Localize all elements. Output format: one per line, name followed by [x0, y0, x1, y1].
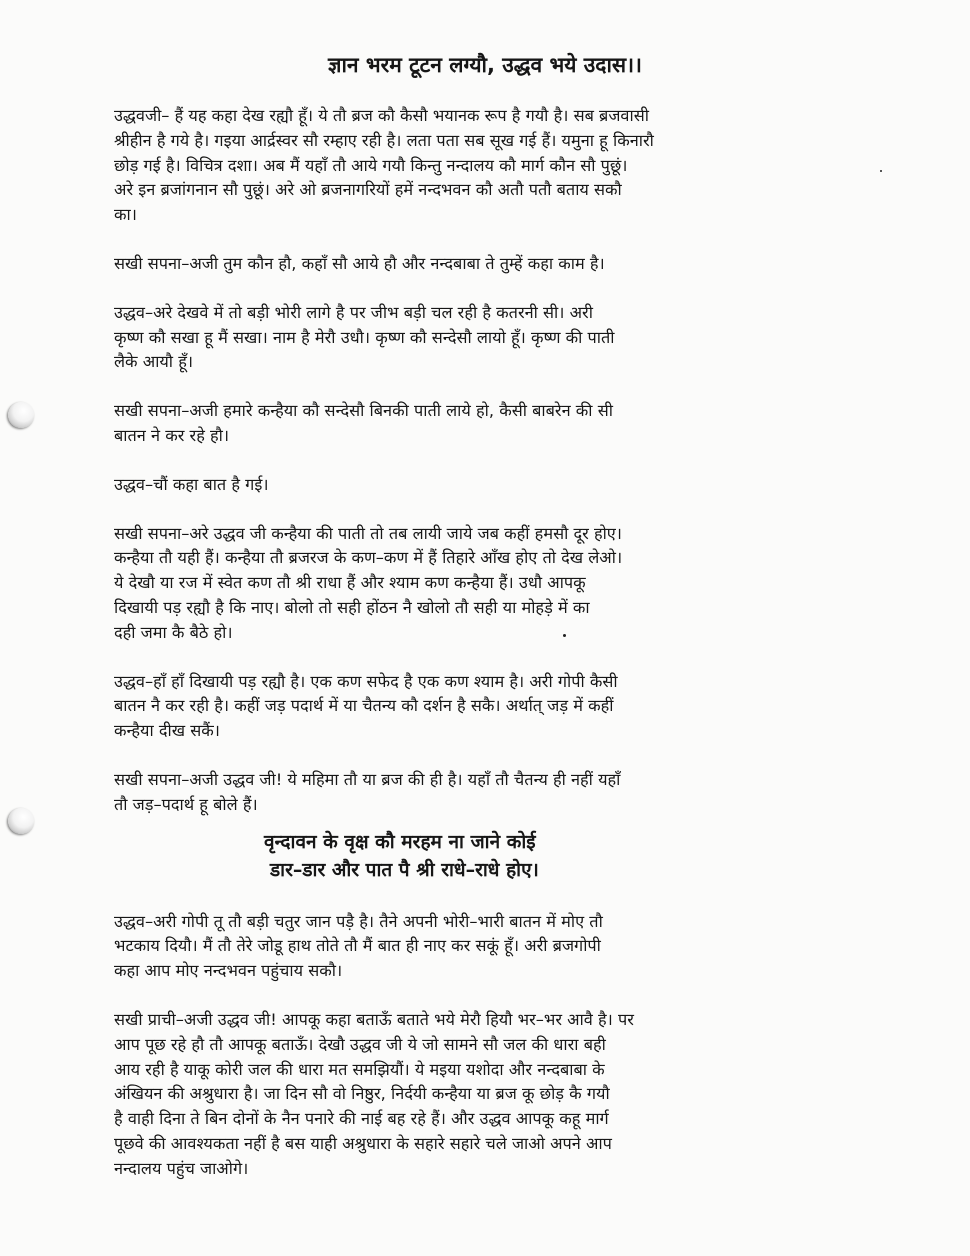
dialogue-body — [114, 104, 866, 1206]
text-line: उद्धव–अरे देखवे में तो बड़ी भोरी लागे है पर जीभ बड़ी चल रही है कतरनी सी। अरी — [114, 302, 593, 322]
text-line: बातन नै कर रही है। कहीं जड़ पदार्थ में या चैतन्य कौ दर्शन है सकै। अर्थात् जड़ में कहीं — [114, 696, 614, 716]
dialogue-paragraph — [114, 1008, 866, 1182]
text-line: नन्दालय पहुंच जाओगे। — [114, 1158, 249, 1178]
dialogue-paragraph — [114, 104, 866, 228]
text-line: उद्धव–अरी गोपी तू तौ बड़ी चतुर जान पड़ै है। तैने अपनी भोरी–भारी बातन में मोए तौ — [114, 911, 603, 931]
verse-line: वृन्दावन के वृक्ष कौ मरहम ना जाने कोई — [264, 830, 536, 853]
ink-speck — [880, 170, 882, 172]
dialogue-paragraph — [114, 910, 866, 984]
punch-hole-bottom — [8, 808, 34, 834]
text-line: आप पूछ रहे हौ तौ आपकू बताऊँ। देखौ उद्धव जी ये जो सामने सौ जल की धारा बही — [114, 1034, 606, 1054]
text-line: दिखायी पड़ रह्यौ है कि नाए। बोलो तो सही होंठन नै खोलो तौ सही या मोहड़े में का — [114, 597, 590, 617]
text-line: बातन ने कर रहे हौ। — [114, 425, 230, 445]
text-line: अरे इन ब्रजांगनान सौ पुछूं। अरे ओ ब्रजनागरियों हमें नन्दभवन कौ अतौ पतौ बताय सकौ — [114, 180, 622, 200]
text-line: सखी सपना–अजी उद्धव जी! ये महिमा तौ या ब्रज की ही है। यहाँ तौ चैतन्य ही नहीं यहाँ — [114, 769, 621, 789]
text-line: है वाही दिना ते बिन दोनों के नैन पनारे की नाई बह रहे हैं। और उद्धव आपकू कहू मार्ग — [114, 1109, 609, 1129]
text-line: पूछवे की आवश्यकता नहीं है बस याही अश्रुधारा के सहारे सहारे चले जाओ अपने आप — [114, 1133, 612, 1153]
text-line: लैके आयौ हूँ। — [114, 352, 194, 372]
text-line: भटकाय दियौ। मैं तौ तेरे जोडू हाथ तोते तौ मैं बात ही नाए कर सकूं हूँ। अरी ब्रजगोपी — [114, 936, 601, 956]
dialogue-paragraph — [114, 399, 866, 449]
dialogue-paragraph — [114, 768, 866, 818]
text-line: सखी सपना–अजी हमारे कन्हैया कौ सन्देसौ बिनकी पाती लाये हो, कैसी बाबरेन की सी — [114, 401, 613, 421]
text-line: अंखियन की अश्रुधारा है। जा दिन सौ वो निष्ठुर, निर्दयी कन्हैया या ब्रज कू छोड़ कै गयौ — [114, 1084, 610, 1104]
dialogue-paragraph — [114, 252, 866, 277]
text-line: कन्हैया दीख सकैं। — [114, 721, 220, 741]
dialogue-paragraph — [114, 522, 866, 646]
text-line: का। — [114, 205, 137, 225]
text-line: दही जमा कै बैठे हो। — [114, 622, 233, 642]
dialogue-paragraph — [114, 473, 866, 498]
text-line: सखी सपना–अजी तुम कौन हौ, कहाँ सौ आये हौ और नन्दबाबा ते तुम्हें कहा काम है। — [114, 253, 605, 273]
text-line: श्रीहीन है गये है। गइया आर्द्रस्वर सौ रम्हाए रही है। लता पता सब सूख गई हैं। यमुना हू किनारौ — [114, 130, 654, 150]
text-line: सखी सपना–अरे उद्धव जी कन्हैया की पाती तो तब लायी जाये जब कहीं हमसौ दूर होए। — [114, 523, 622, 543]
punch-hole-top — [8, 402, 34, 428]
text-line: कहा आप मोए नन्दभवन पहुंचाय सकौ। — [114, 961, 343, 981]
text-line: कन्हैया तौ यही हैं। कन्हैया तौ ब्रजरज के कण–कण में हैं तिहारे आँख होए तो देख लेओ। — [114, 548, 623, 568]
dialogue-paragraph — [114, 301, 866, 375]
text-line: छोड़ गई है। विचित्र दशा। अब मैं यहाँ तौ आये गयौ किन्तु नन्दालय कौ मार्ग कौन सौ पुछूं। — [114, 155, 628, 175]
page-title: ज्ञान भरम टूटन लग्यौ, उद्धव भये उदास।। — [327, 53, 642, 77]
dialogue-paragraph — [114, 670, 866, 744]
text-line: उद्धवजी– हैं यह कहा देख रह्यौ हूँ। ये तौ ब्रज कौ कैसौ भयानक रूप है गयौ है। सब ब्रजवासी — [114, 106, 649, 125]
text-line: कृष्ण कौ सखा हू मैं सखा। नाम है मेरौ उधौ। कृष्ण कौ सन्देसौ लायो हूँ। कृष्ण की पाती — [114, 327, 615, 347]
verse-line: डार–डार और पात पै श्री राधे–राधे होए। — [270, 858, 539, 881]
text-line: तौ जड़–पदार्थ हू बोले हैं। — [114, 794, 258, 814]
text-line: आय रही है याकू कोरी जल की धारा मत समझियौं। ये मइया यशोदा और नन्दबाबा के — [114, 1059, 605, 1079]
verse-couplet — [114, 828, 866, 884]
text-line: सखी प्राची–अजी उद्धव जी! आपकू कहा बताऊँ बताते भये मेरौ हियौ भर–भर आवै है। पर — [114, 1009, 634, 1029]
text-line: ये देखौ या रज में स्वेत कण तौ श्री राधा हैं और श्याम कण कन्हैया हैं। उधौ आपकू — [114, 573, 586, 593]
text-line: उद्धव–चौं कहा बात है गई। — [114, 474, 269, 494]
text-line: उद्धव–हाँ हाँ दिखायी पड़ रह्यौ है। एक कण सफेद है एक कण श्याम है। अरी गोपी कैसी — [114, 671, 618, 691]
